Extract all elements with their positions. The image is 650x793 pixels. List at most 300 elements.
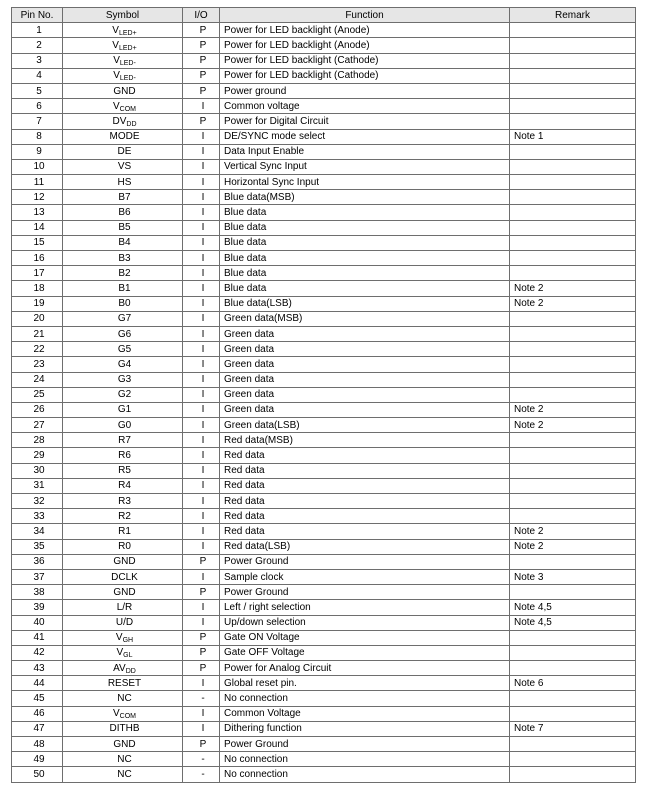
remark-cell (510, 691, 636, 706)
pin-number-cell: 28 (12, 433, 63, 448)
function-cell: DE/SYNC mode select (220, 129, 510, 144)
symbol-cell (63, 661, 183, 676)
remark-cell: Note 2 (510, 281, 636, 296)
symbol-text: DE (117, 146, 132, 158)
table-row (12, 266, 636, 281)
symbol-cell (63, 524, 183, 539)
io-type-cell: I (183, 387, 220, 402)
symbol-cell (63, 68, 183, 83)
symbol-cell (63, 418, 183, 433)
symbol-cell (63, 235, 183, 250)
symbol-text: G4 (117, 358, 132, 370)
remark-cell (510, 372, 636, 387)
header-symbol: Symbol (63, 8, 183, 23)
remark-cell (510, 23, 636, 38)
io-type-cell: P (183, 114, 220, 129)
remark-cell (510, 342, 636, 357)
io-type-cell: I (183, 220, 220, 235)
table-row (12, 129, 636, 144)
remark-cell (510, 478, 636, 493)
function-cell: Green data (220, 372, 510, 387)
function-cell: Power for LED backlight (Anode) (220, 23, 510, 38)
function-cell: Gate ON Voltage (220, 630, 510, 645)
symbol-text: G6 (117, 328, 132, 340)
symbol-text: V (113, 70, 120, 82)
function-cell: Vertical Sync Input (220, 159, 510, 174)
table-row (12, 296, 636, 311)
io-type-cell: - (183, 767, 220, 782)
table-row (12, 554, 636, 569)
io-type-cell: I (183, 342, 220, 357)
pin-number-cell: 9 (12, 144, 63, 159)
table-row (12, 463, 636, 478)
io-type-cell: P (183, 554, 220, 569)
table-row (12, 38, 636, 53)
table-row (12, 342, 636, 357)
remark-cell: Note 2 (510, 524, 636, 539)
table-row (12, 676, 636, 691)
header-pin-no: Pin No. (12, 8, 63, 23)
symbol-text: G0 (117, 419, 132, 431)
symbol-cell (63, 630, 183, 645)
symbol-text: V (112, 100, 120, 112)
io-type-cell: I (183, 676, 220, 691)
pin-number-cell: 27 (12, 418, 63, 433)
io-type-cell: I (183, 478, 220, 493)
remark-cell (510, 175, 636, 190)
table-row (12, 494, 636, 509)
pin-number-cell: 33 (12, 509, 63, 524)
table-header-row (12, 8, 636, 23)
symbol-cell (63, 129, 183, 144)
function-cell: Blue data(LSB) (220, 296, 510, 311)
symbol-cell (63, 144, 183, 159)
io-type-cell: P (183, 83, 220, 98)
pin-number-cell: 12 (12, 190, 63, 205)
pin-number-cell: 46 (12, 706, 63, 721)
remark-cell (510, 190, 636, 205)
function-cell: Power ground (220, 83, 510, 98)
symbol-text: R6 (118, 450, 131, 462)
table-row (12, 311, 636, 326)
function-cell: Power Ground (220, 554, 510, 569)
symbol-cell (63, 159, 183, 174)
symbol-text: RESET (107, 677, 142, 689)
symbol-cell (63, 569, 183, 584)
pin-number-cell: 50 (12, 767, 63, 782)
table-row (12, 433, 636, 448)
remark-cell: Note 2 (510, 539, 636, 554)
symbol-text: G7 (117, 313, 132, 325)
remark-cell (510, 645, 636, 660)
pin-number-cell: 36 (12, 554, 63, 569)
function-cell: Data Input Enable (220, 144, 510, 159)
table-row (12, 251, 636, 266)
table-row (12, 418, 636, 433)
symbol-text: R7 (118, 434, 131, 446)
symbol-text: V (112, 24, 119, 36)
remark-cell (510, 83, 636, 98)
io-type-cell: P (183, 23, 220, 38)
remark-cell (510, 205, 636, 220)
function-cell: Green data (220, 387, 510, 402)
pin-number-cell: 22 (12, 342, 63, 357)
remark-cell (510, 326, 636, 341)
symbol-cell (63, 585, 183, 600)
table-row (12, 281, 636, 296)
function-cell: Blue data (220, 205, 510, 220)
table-row (12, 767, 636, 782)
remark-cell (510, 159, 636, 174)
symbol-cell (63, 372, 183, 387)
symbol-cell (63, 706, 183, 721)
pin-number-cell: 17 (12, 266, 63, 281)
symbol-cell (63, 114, 183, 129)
remark-cell (510, 554, 636, 569)
pin-assignment-table (11, 7, 636, 783)
pin-number-cell: 13 (12, 205, 63, 220)
table-row (12, 372, 636, 387)
function-cell: Red data (220, 463, 510, 478)
remark-cell (510, 144, 636, 159)
symbol-text: VS (117, 161, 132, 173)
table-row (12, 387, 636, 402)
io-type-cell: I (183, 569, 220, 584)
function-cell: No connection (220, 691, 510, 706)
pin-number-cell: 5 (12, 83, 63, 98)
table-row (12, 68, 636, 83)
symbol-cell (63, 721, 183, 736)
symbol-text: B2 (118, 267, 131, 279)
symbol-cell (63, 494, 183, 509)
remark-cell (510, 387, 636, 402)
remark-cell (510, 661, 636, 676)
pin-number-cell: 32 (12, 494, 63, 509)
symbol-cell (63, 387, 183, 402)
symbol-cell (63, 600, 183, 615)
table-row (12, 448, 636, 463)
remark-cell (510, 509, 636, 524)
function-cell: Red data (220, 509, 510, 524)
symbol-cell (63, 737, 183, 752)
symbol-cell (63, 53, 183, 68)
pin-number-cell: 35 (12, 539, 63, 554)
pin-number-cell: 7 (12, 114, 63, 129)
header-remark: Remark (510, 8, 636, 23)
pin-number-cell: 20 (12, 311, 63, 326)
table-row (12, 706, 636, 721)
table-row (12, 220, 636, 235)
function-cell: Power for Analog Circuit (220, 661, 510, 676)
pin-number-cell: 34 (12, 524, 63, 539)
function-cell: Green data (220, 357, 510, 372)
table-row (12, 752, 636, 767)
pin-number-cell: 21 (12, 326, 63, 341)
function-cell: Blue data (220, 266, 510, 281)
io-type-cell: P (183, 645, 220, 660)
symbol-text: R4 (118, 480, 131, 492)
symbol-text: R3 (118, 495, 131, 507)
remark-cell (510, 737, 636, 752)
io-type-cell: P (183, 38, 220, 53)
symbol-cell (63, 554, 183, 569)
symbol-cell (63, 38, 183, 53)
symbol-cell (63, 342, 183, 357)
remark-cell (510, 266, 636, 281)
pin-number-cell: 49 (12, 752, 63, 767)
function-cell: Green data (220, 342, 510, 357)
symbol-cell (63, 326, 183, 341)
symbol-cell (63, 448, 183, 463)
symbol-cell (63, 205, 183, 220)
table-row (12, 721, 636, 736)
io-type-cell: P (183, 68, 220, 83)
pin-number-cell: 31 (12, 478, 63, 493)
function-cell: Up/down selection (220, 615, 510, 630)
symbol-text: G2 (117, 389, 132, 401)
remark-cell: Note 2 (510, 296, 636, 311)
header-io: I/O (183, 8, 220, 23)
remark-cell (510, 767, 636, 782)
function-cell: Sample clock (220, 569, 510, 584)
io-type-cell: I (183, 205, 220, 220)
symbol-text: HS (117, 176, 132, 188)
io-type-cell: P (183, 53, 220, 68)
function-cell: Red data(MSB) (220, 433, 510, 448)
pin-number-cell: 45 (12, 691, 63, 706)
pin-number-cell: 24 (12, 372, 63, 387)
io-type-cell: I (183, 463, 220, 478)
function-cell: Power for LED backlight (Cathode) (220, 53, 510, 68)
table-row (12, 357, 636, 372)
remark-cell (510, 220, 636, 235)
symbol-cell (63, 752, 183, 767)
table-row (12, 159, 636, 174)
function-cell: Red data (220, 524, 510, 539)
table-row (12, 524, 636, 539)
io-type-cell: P (183, 585, 220, 600)
symbol-subscript: COM (119, 713, 136, 721)
function-cell: Green data (220, 402, 510, 417)
symbol-cell (63, 220, 183, 235)
pin-number-cell: 47 (12, 721, 63, 736)
remark-cell (510, 53, 636, 68)
symbol-cell (63, 615, 183, 630)
remark-cell: Note 1 (510, 129, 636, 144)
io-type-cell: I (183, 326, 220, 341)
function-cell: Horizontal Sync Input (220, 175, 510, 190)
table-row (12, 585, 636, 600)
table-row (12, 615, 636, 630)
header-function: Function (220, 8, 510, 23)
io-type-cell: I (183, 418, 220, 433)
io-type-cell: I (183, 129, 220, 144)
io-type-cell: I (183, 721, 220, 736)
symbol-text: B4 (118, 237, 131, 249)
pin-number-cell: 41 (12, 630, 63, 645)
table-row (12, 99, 636, 114)
function-cell: Green data(LSB) (220, 418, 510, 433)
remark-cell (510, 311, 636, 326)
io-type-cell: I (183, 296, 220, 311)
symbol-text: GND (113, 85, 136, 97)
pin-number-cell: 8 (12, 129, 63, 144)
pin-number-cell: 18 (12, 281, 63, 296)
symbol-text: DITHB (109, 723, 140, 735)
pin-number-cell: 42 (12, 645, 63, 660)
io-type-cell: I (183, 281, 220, 296)
table-row (12, 205, 636, 220)
symbol-text: G1 (117, 404, 132, 416)
function-cell: Common voltage (220, 99, 510, 114)
table-row (12, 190, 636, 205)
symbol-cell (63, 23, 183, 38)
pin-number-cell: 6 (12, 99, 63, 114)
table-body (12, 23, 636, 782)
symbol-cell (63, 691, 183, 706)
pin-number-cell: 29 (12, 448, 63, 463)
function-cell: Red data(LSB) (220, 539, 510, 554)
remark-cell (510, 114, 636, 129)
symbol-cell (63, 402, 183, 417)
function-cell: Power Ground (220, 737, 510, 752)
io-type-cell: P (183, 661, 220, 676)
symbol-subscript: LED- (119, 75, 136, 83)
symbol-cell (63, 676, 183, 691)
pin-number-cell: 1 (12, 23, 63, 38)
symbol-text: B5 (118, 222, 131, 234)
function-cell: Power for LED backlight (Cathode) (220, 68, 510, 83)
symbol-text: MODE (109, 131, 140, 143)
io-type-cell: I (183, 600, 220, 615)
symbol-text: DCLK (111, 571, 138, 583)
symbol-text: GND (113, 556, 136, 568)
symbol-cell (63, 645, 183, 660)
io-type-cell: I (183, 509, 220, 524)
pin-number-cell: 37 (12, 569, 63, 584)
io-type-cell: P (183, 630, 220, 645)
table-row (12, 691, 636, 706)
function-cell: Dithering function (220, 721, 510, 736)
symbol-cell (63, 463, 183, 478)
table-row (12, 144, 636, 159)
remark-cell (510, 357, 636, 372)
symbol-text: G3 (117, 374, 132, 386)
symbol-text: V (112, 708, 120, 720)
table-row (12, 645, 636, 660)
function-cell: Green data(MSB) (220, 311, 510, 326)
symbol-cell (63, 767, 183, 782)
table-row (12, 569, 636, 584)
pin-number-cell: 39 (12, 600, 63, 615)
pin-number-cell: 16 (12, 251, 63, 266)
symbol-text: GND (113, 586, 136, 598)
table-row (12, 737, 636, 752)
pin-number-cell: 11 (12, 175, 63, 190)
remark-cell: Note 2 (510, 418, 636, 433)
function-cell: Blue data(MSB) (220, 190, 510, 205)
table-row (12, 175, 636, 190)
symbol-subscript: LED+ (118, 29, 137, 37)
io-type-cell: I (183, 144, 220, 159)
io-type-cell: I (183, 494, 220, 509)
io-type-cell: I (183, 251, 220, 266)
symbol-subscript: GL (123, 652, 133, 660)
symbol-cell (63, 296, 183, 311)
function-cell: Left / right selection (220, 600, 510, 615)
function-cell: Blue data (220, 281, 510, 296)
symbol-cell (63, 99, 183, 114)
symbol-cell (63, 433, 183, 448)
remark-cell: Note 3 (510, 569, 636, 584)
function-cell: Blue data (220, 251, 510, 266)
symbol-text: R1 (118, 525, 131, 537)
function-cell: Global reset pin. (220, 676, 510, 691)
table-row (12, 478, 636, 493)
io-type-cell: I (183, 311, 220, 326)
table-row (12, 83, 636, 98)
symbol-text: AV (113, 662, 126, 674)
function-cell: Green data (220, 326, 510, 341)
pin-number-cell: 14 (12, 220, 63, 235)
symbol-cell (63, 83, 183, 98)
remark-cell: Note 4,5 (510, 615, 636, 630)
function-cell: Gate OFF Voltage (220, 645, 510, 660)
table-row (12, 661, 636, 676)
function-cell: Blue data (220, 235, 510, 250)
symbol-text: NC (117, 693, 132, 705)
io-type-cell: - (183, 691, 220, 706)
pin-number-cell: 19 (12, 296, 63, 311)
pin-number-cell: 40 (12, 615, 63, 630)
io-type-cell: I (183, 524, 220, 539)
symbol-subscript: COM (119, 105, 136, 113)
io-type-cell: P (183, 737, 220, 752)
symbol-text: R5 (118, 465, 131, 477)
symbol-subscript: DD (125, 667, 136, 675)
remark-cell (510, 706, 636, 721)
pin-number-cell: 15 (12, 235, 63, 250)
function-cell: Red data (220, 494, 510, 509)
pin-number-cell: 10 (12, 159, 63, 174)
function-cell: Blue data (220, 220, 510, 235)
symbol-subscript: LED- (119, 60, 136, 68)
table-row (12, 53, 636, 68)
symbol-cell (63, 281, 183, 296)
pin-number-cell: 4 (12, 68, 63, 83)
remark-cell (510, 251, 636, 266)
io-type-cell: I (183, 357, 220, 372)
pin-number-cell: 43 (12, 661, 63, 676)
function-cell: Red data (220, 448, 510, 463)
function-cell: Common Voltage (220, 706, 510, 721)
pin-assignment-table-container (11, 7, 636, 783)
pin-number-cell: 44 (12, 676, 63, 691)
symbol-text: R2 (118, 510, 131, 522)
symbol-cell (63, 175, 183, 190)
table-row (12, 114, 636, 129)
remark-cell (510, 494, 636, 509)
remark-cell (510, 752, 636, 767)
function-cell: No connection (220, 767, 510, 782)
symbol-cell (63, 266, 183, 281)
symbol-cell (63, 478, 183, 493)
io-type-cell: I (183, 159, 220, 174)
function-cell: Power Ground (220, 585, 510, 600)
io-type-cell: - (183, 752, 220, 767)
symbol-cell (63, 357, 183, 372)
symbol-text: V (116, 647, 124, 659)
